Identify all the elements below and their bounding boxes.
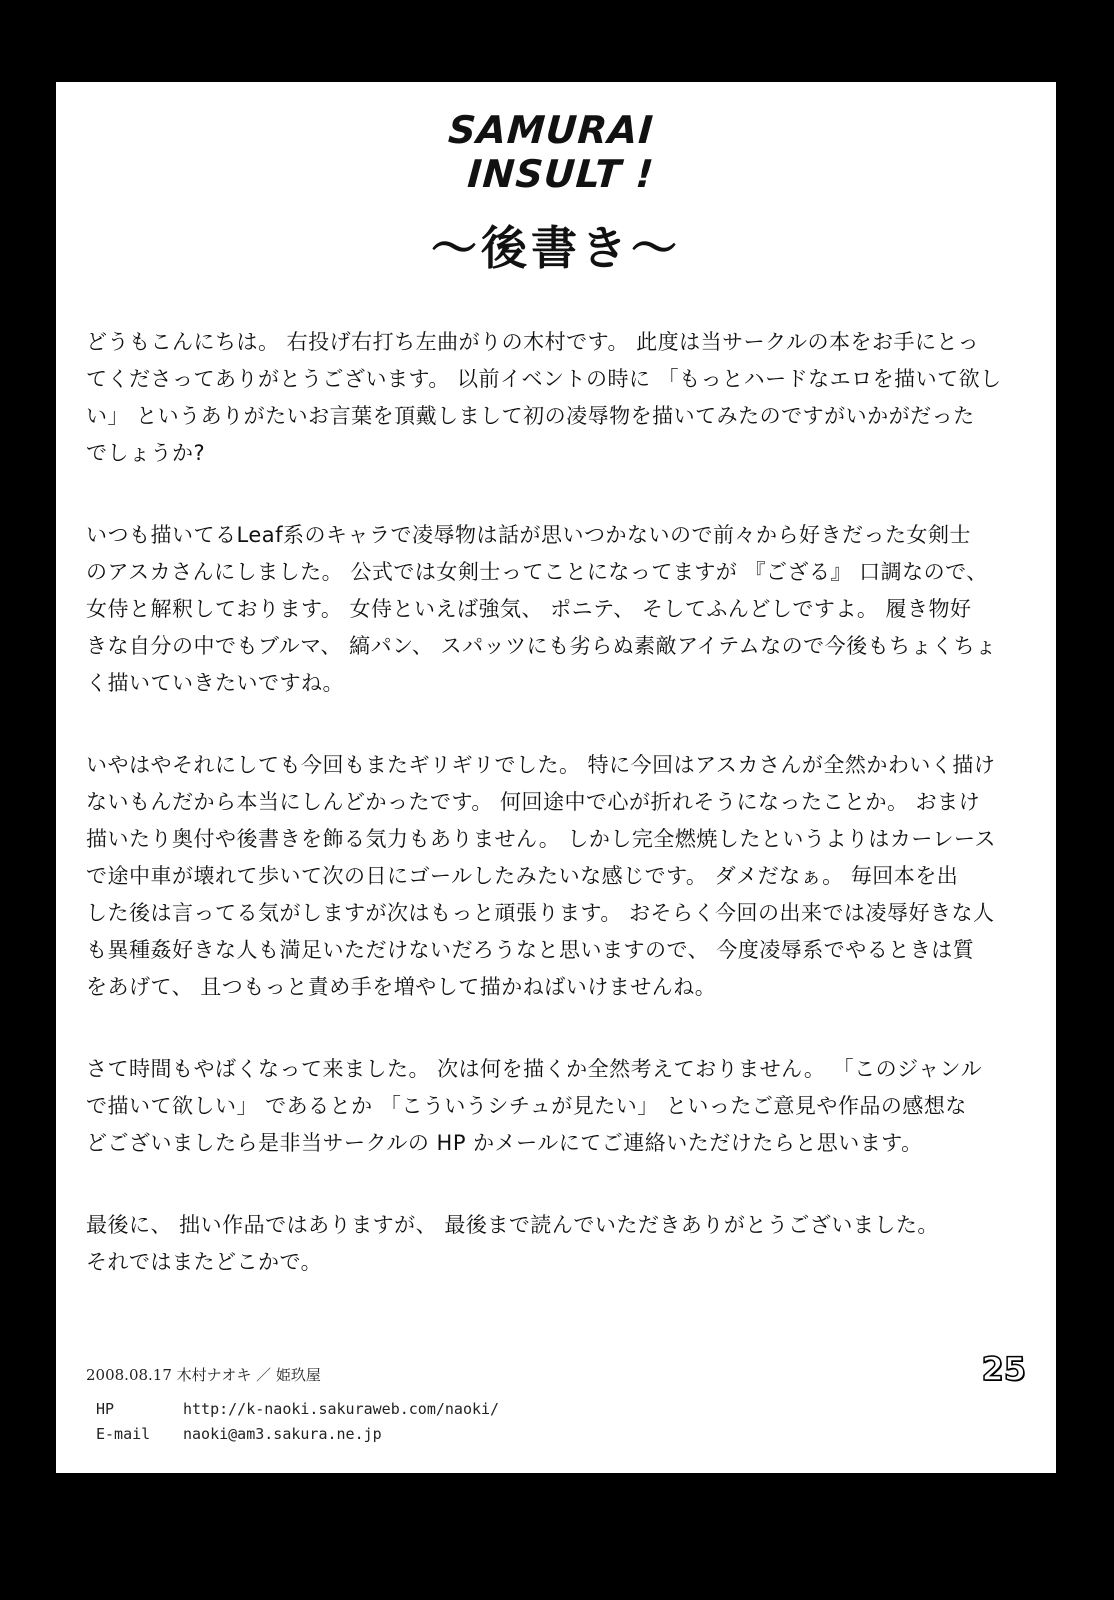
text-line: 女侍と解釈しております。 女侍といえば強気、 ポニテ、 そしてふんどしですよ。 履き物好 <box>86 597 972 621</box>
paragraph <box>86 1207 1034 1281</box>
text-line: で描いて欲しい」 であるとか 「こういうシチュが見たい」 といったご意見や作品の感想な <box>86 1094 967 1118</box>
text-line: いつも描いてるLeaf系のキャラで凌辱物は話が思いつかないので前々から好きだった女剣士 <box>86 523 972 547</box>
hp-row <box>86 1397 499 1422</box>
afterword-body <box>86 324 1034 1281</box>
colophon <box>86 1364 499 1447</box>
hp-url: http://k-naoki.sakuraweb.com/naoki/ <box>183 1400 500 1418</box>
text-line: さて時間もやばくなって来ました。 次は何を描くか全然考えておりません。 「このジャンル <box>86 1057 983 1081</box>
text-line: どございましたら是非当サークルの HP かメールにてご連絡いただけたらと思います。 <box>86 1131 923 1155</box>
email-row <box>86 1422 499 1447</box>
title-line-1: SAMURAI <box>446 108 656 152</box>
page-number: 25 <box>981 1350 1026 1388</box>
text-line: 最後に、 拙い作品ではありますが、 最後まで読んでいただきありがとうございました。 <box>86 1213 939 1237</box>
text-line: どうもこんにちは。 右投げ右打ち左曲がりの木村です。 此度は当サークルの本をお手にとっ <box>86 330 980 354</box>
paragraph <box>86 1051 1034 1162</box>
text-line: した後は言ってる気がしますが次はもっと頑張ります。 おそらく今回の出来では凌辱好きな人 <box>86 901 995 925</box>
hp-label: HP <box>96 1400 115 1418</box>
text-line: い」 というありがたいお言葉を頂戴しまして初の凌辱物を描いてみたのですがいかがだった <box>86 404 975 428</box>
text-line: ないもんだから本当にしんどかったです。 何回途中で心が折れそうになったことか。 おまけ <box>86 790 981 814</box>
title-line-2: INSULT ! <box>466 152 656 196</box>
text-line: でしょうか? <box>86 441 206 465</box>
email-label: E-mail <box>96 1425 151 1443</box>
email-address: naoki@am3.sakura.ne.jp <box>183 1425 382 1443</box>
text-line: それではまたどこかで。 <box>86 1250 323 1274</box>
text-line: で途中車が壊れて歩いて次の日にゴールしたみたいな感じです。 ダメだなぁ。 毎回本を出 <box>86 864 959 888</box>
paragraph <box>86 517 1034 702</box>
subtitle-afterword: ～後書き～ <box>431 221 681 275</box>
text-line: く描いていきたいですね。 <box>86 671 344 695</box>
title-block <box>56 108 1056 278</box>
credit-line: 2008.08.17 木村ナオキ ／ 姫玖屋 <box>86 1366 321 1384</box>
document-page <box>56 82 1056 1473</box>
text-line: も異種姦好きな人も満足いただけないだろうなと思いますので、 今度凌辱系でやるときは質 <box>86 938 975 962</box>
text-line: 描いたり奥付や後書きを飾る気力もありません。 しかし完全燃焼したというよりはカーレース <box>86 827 996 851</box>
text-line: のアスカさんにしました。 公式では女剣士ってことになってますが 『ござる』 口調なので、 <box>86 560 988 584</box>
text-line: てくださってありがとうございます。 以前イベントの時に 「もっとハードなエロを描いて欲し <box>86 367 1002 391</box>
paragraph <box>86 324 1034 472</box>
paragraph <box>86 747 1034 1006</box>
text-line: をあげて、 且つもっと責め手を増やして描かねばいけませんね。 <box>86 975 717 999</box>
text-line: きな自分の中でもブルマ、 縞パン、 スパッツにも劣らぬ素敵アイテムなので今後もちょくちょ <box>86 634 997 658</box>
text-line: いやはやそれにしても今回もまたギリギリでした。 特に今回はアスカさんが全然かわいく描け <box>86 753 996 777</box>
